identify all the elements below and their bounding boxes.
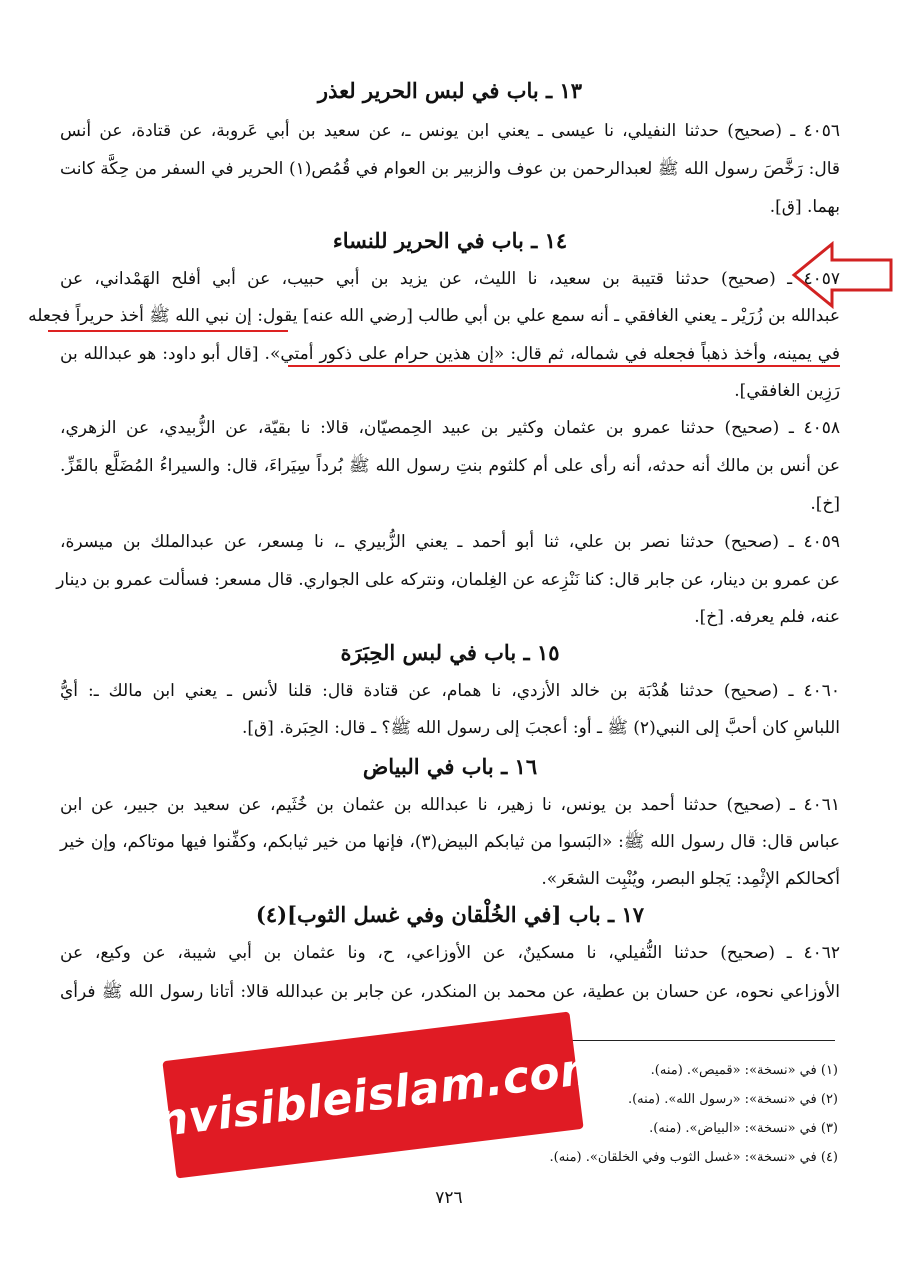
chapter-heading-15: ١٥ ـ باب في لبس الحِبَرَة xyxy=(340,640,560,665)
hadith-4060-line-2: اللباسِ كان أحبَّ إلى النبي(٢) ﷺ ـ أو: أعجبَ إلى رسول الله ﷺ؟ ـ قال: الحِبَرة. [ق]. xyxy=(241,718,840,738)
hadith-4057-line-1: ٤٠٥٧ ـ (صحيح) حدثنا قتيبة بن سعيد، نا الليث، عن يزيد بن أبي حبيب، عن أبي أفلح الهَمْداني، عن xyxy=(60,269,840,289)
hadith-4056-line-3: بهما. [ق]. xyxy=(769,197,840,217)
red-arrow-icon xyxy=(790,240,895,310)
hadith-4059-line-1: ٤٠٥٩ ـ (صحيح) حدثنا نصر بن علي، ثنا أبو أحمد ـ يعني الزُّبيري ـ، نا مِسعر، عن عبدالملك بن ميسرة، xyxy=(60,532,840,552)
hadith-4059-line-2: عن عمرو بن دينار، عن جابر قال: كنا نَنْزِعه عن الغِلمان، ونتركه على الجواري. قال مسعر: فسألت عمرو بن دينار xyxy=(56,570,840,590)
footnote-3: (٣) في «نسخة»: «البياض». (منه). xyxy=(649,1121,838,1136)
hadith-4062-line-2: الأوزاعي نحوه، عن حسان بن عطية، عن محمد بن المنكدر، عن جابر بن عبدالله قالا: أتانا رسول الله ﷺ فرأى xyxy=(60,982,840,1002)
hadith-4057-line-2: عبدالله بن زُرَيْر ـ يعني الغافقي ـ أنه سمع علي بن أبي طالب [رضي الله عنه] يقول: إن نبي الله ﷺ أخذ حريراً فجعله xyxy=(28,306,840,326)
hadith-4061-line-2: عباس قال: قال رسول الله ﷺ: «البَسوا من ثيابكم البيض(٣)، فإنها من خير ثيابكم، وكفِّنوا فيها موتاكم، وإن خير xyxy=(60,832,840,852)
chapter-heading-13: ١٣ ـ باب في لبس الحرير لعذر xyxy=(317,78,583,103)
hadith-4060-line-1: ٤٠٦٠ ـ (صحيح) حدثنا هُدْبَة بن خالد الأزدي، نا همام، عن قتادة قال: قلنا لأنس ـ يعني ابن مالك ـ: أيُّ xyxy=(60,681,840,701)
hadith-4058-line-2: عن أنس بن مالك أنه حدثه، أنه رأى على أم كلثوم بنتِ رسول الله ﷺ بُرداً سِيَراءَ، قال: والسيراءُ المُضَلَّع بالقَزِّ. xyxy=(60,456,840,476)
chapter-heading-17: ١٧ ـ باب [في الخُلْقان وفي غسل الثوب](٤) xyxy=(255,902,645,927)
hadith-4057-line-4: رَزِين الغافقي]. xyxy=(734,381,840,401)
footnote-1: (١) في «نسخة»: «قميص». (منه). xyxy=(650,1063,838,1078)
hadith-4062-line-1: ٤٠٦٢ ـ (صحيح) حدثنا النُّفيلي، نا مسكينٌ، عن الأوزاعي، ح، ونا عثمان بن أبي شيبة، عن وكيع، عن xyxy=(60,943,840,963)
page-number: ٧٢٦ xyxy=(435,1188,463,1208)
hadith-4056-line-1: ٤٠٥٦ ـ (صحيح) حدثنا النفيلي، نا عيسى ـ يعني ابن يونس ـ، عن سعيد بن أبي عَروبة، عن قتادة، عن أنس xyxy=(60,121,840,141)
highlight-underline-1 xyxy=(48,330,288,332)
hadith-4056-line-2: قال: رَخَّصَ رسول الله ﷺ لعبدالرحمن بن عوف والزبير بن العوام في قُمُص(١) الحرير في السفر من حِكَّة كانت xyxy=(60,159,840,179)
highlight-underline-2 xyxy=(288,365,840,367)
hadith-4061-line-3: أكحالكم الإثْمِد: يَجلو البصر، ويُنْبِت الشعَر». xyxy=(541,869,840,889)
hadith-4058-line-1: ٤٠٥٨ ـ (صحيح) حدثنا عمرو بن عثمان وكثير بن عبيد الحِمصيّان، قالا: نا بقيّة، عن الزُّبيدي، عن الزهري، xyxy=(60,418,840,438)
footnote-4: (٤) في «نسخة»: «غسل الثوب وفي الخلقان». (منه). xyxy=(549,1150,838,1165)
footnote-2: (٢) في «نسخة»: «رسول الله». (منه). xyxy=(627,1092,838,1107)
hadith-4057-line-3: في يمينه، وأخذ ذهباً فجعله في شماله، ثم قال: «إن هذين حرام على ذكور أمتي». [قال أبو داود: هو عبدالله بن xyxy=(60,344,840,364)
hadith-4058-line-3: [خ]. xyxy=(810,494,840,514)
chapter-heading-14: ١٤ ـ باب في الحرير للنساء xyxy=(332,228,568,253)
hadith-4061-line-1: ٤٠٦١ ـ (صحيح) حدثنا أحمد بن يونس، نا زهير، نا عبدالله بن عثمان بن خُثَيم، عن سعيد بن جبير، عن ابن xyxy=(60,795,840,815)
chapter-heading-16: ١٦ ـ باب في البياض xyxy=(362,754,538,779)
hadith-4059-line-3: عنه، فلم يعرفه. [خ]. xyxy=(694,607,840,627)
watermark-text: Invisibleislam.com xyxy=(137,1041,609,1149)
